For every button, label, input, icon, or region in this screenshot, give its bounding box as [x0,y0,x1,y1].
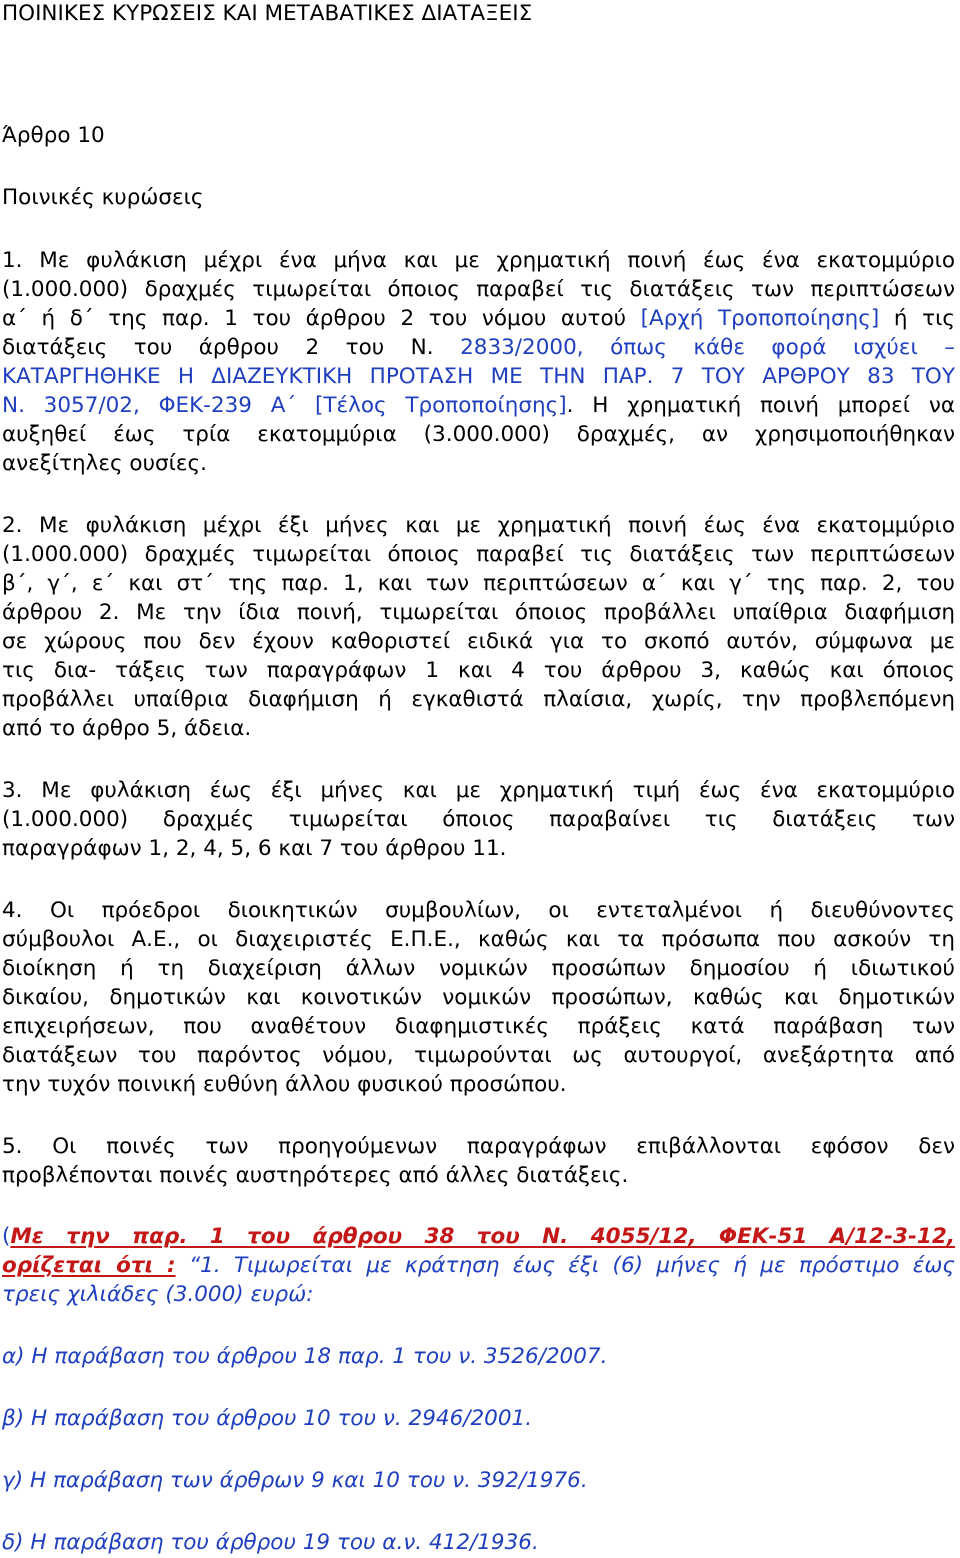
amended-text-fragment: 2833/2000, όπως κάθε φορά ισχύει – [460,335,955,360]
amendment-notice: ΚΑΤΑΡΓΗΘΗΚΕ Η ΔΙΑΖΕΥΚΤΙΚΗ ΠΡΟΤΑΣΗ ΜΕ ΤΗΝ ΠΑΡ. 7 ΤΟΥ ΑΡΘΡΟΥ 83 ΤΟΥ [2,364,955,389]
note-law-reference: Με την παρ. 1 του άρθρου 38 του Ν. 4055/12, ΦΕΚ-51 Α/12-3-12, [10,1224,955,1249]
para1-line4-text: διατάξεις του άρθρου 2 του Ν. [2,335,461,360]
para5-line1: 5. Οι ποινές των προηγούμενων παραγράφων επιβάλλονται εφόσον δεν [2,1134,955,1159]
para1-line4 [2,334,955,362]
amendment-end-marker: Ν. 3057/02, ΦΕΚ-239 Α΄ [Τέλος Τροποποίησης] [2,393,567,418]
para2-line2: (1.000.000) δραχμές τιμωρείται όποιος παραβεί τις διατάξεις των περιπτώσεων [2,542,955,567]
para4-line5: επιχειρήσεων, που αναθέτουν διαφημιστικές πράξεις κατά παράβαση των [2,1014,955,1039]
para2-line4: άρθρου 2. Με την ίδια ποινή, τιμωρείται όποιος προβάλλει υπαίθρια διαφήμιση [2,600,955,625]
para3-line2: (1.000.000) δραχμές τιμωρείται όποιος παραβαίνει τις διατάξεις των [2,807,955,832]
para1-line3 [2,305,955,333]
para1-line2: (1.000.000) δραχμές τιμωρείται όποιος παραβεί τις διατάξεις των περιπτώσεων [2,277,955,302]
para1-line6 [2,392,955,420]
para1-line8: ανεξίτηλες ουσίες. [2,451,208,476]
para3-line1: 3. Με φυλάκιση έως έξι μήνες και με χρηματική τιμή έως ένα εκατομμύριο [2,778,955,803]
note-item-c: γ) Η παράβαση των άρθρων 9 και 10 του ν. 392/1976. [2,1468,588,1493]
para4-line6: διατάξεων του παρόντος νόμου, τιμωρούνται ως αυτουργοί, ανεξάρτητα από [2,1043,955,1068]
para1-line3-end: ή τις [879,306,955,331]
para3-line3: παραγράφων 1, 2, 4, 5, 6 και 7 του άρθρου 11. [2,836,507,861]
para2-line1: 2. Με φυλάκιση μέχρι έξι μήνες και με χρηματική ποινή έως ένα εκατομμύριο [2,513,955,538]
article-title: Ποινικές κυρώσεις [2,185,204,210]
para4-line4: δικαίου, δημοτικών και κοινοτικών νομικών προσώπων, καθώς και δημοτικών [2,985,955,1010]
para1-line6-text: . Η χρηματική ποινή μπορεί να [566,393,955,418]
note-quote-start: “1. Τιμωρείται με κράτηση έως έξι (6) μήνες ή με πρόστιμο έως [175,1253,955,1278]
note-item-a: α) Η παράβαση του άρθρου 18 παρ. 1 του ν. 3526/2007. [2,1344,608,1369]
note-line3: τρεις χιλιάδες (3.000) ευρώ: [2,1282,314,1307]
note-item-b: β) Η παράβαση του άρθρου 10 του ν. 2946/2001. [2,1406,533,1431]
para4-line1: 4. Οι πρόεδροι διοικητικών συμβουλίων, οι εντεταλμένοι ή διευθύνοντες [2,898,955,923]
para1-line3-text: α΄ ή δ΄ της παρ. 1 του άρθρου 2 του νόμου αυτού [2,306,641,331]
para2-line7: προβάλλει υπαίθρια διαφήμιση ή εγκαθιστά πλαίσια, χωρίς, την προβλεπόμενη [2,687,955,712]
para2-line3: β΄, γ΄, ε΄ και στ΄ της παρ. 1, και των περιπτώσεων α΄ και γ΄ της παρ. 2, του [2,571,955,596]
document-heading: ΠΟΙΝΙΚΕΣ ΚΥΡΩΣΕΙΣ ΚΑΙ ΜΕΤΑΒΑΤΙΚΕΣ ΔΙΑΤΑΞΕΙΣ [2,1,533,26]
para2-line8: από το άρθρο 5, άδεια. [2,716,252,741]
para4-line3: διοίκηση ή τη διαχείριση άλλων νομικών προσώπων δημοσίου ή ιδιωτικού [2,956,955,981]
para4-line7: την τυχόν ποινική ευθύνη άλλου φυσικού προσώπου. [2,1072,567,1097]
note-item-d: δ) Η παράβαση του άρθρου 19 του α.ν. 412/1936. [2,1530,539,1555]
article-number: Άρθρο 10 [2,123,105,148]
para2-line5: σε χώρους που δεν έχουν καθοριστεί ειδικά για το σκοπό αυτόν, σύμφωνα με [2,629,955,654]
note-line1 [2,1223,955,1251]
note-open-paren: ( [2,1224,11,1249]
note-line2 [2,1252,955,1280]
para2-line6: τις δια- τάξεις των παραγράφων 1 και 4 του άρθρου 3, καθώς και όποιος [2,658,955,683]
para5-line2: προβλέπονται ποινές αυστηρότερες από άλλες διατάξεις. [2,1163,629,1188]
para1-line7: αυξηθεί έως τρία εκατομμύρια (3.000.000) δραχμές, αν χρησιμοποιήθηκαν [2,422,955,447]
note-defines-label: ορίζεται ότι : [2,1253,176,1278]
amendment-start-marker: [Αρχή Τροποποίησης] [640,306,880,331]
para1-line1: 1. Με φυλάκιση μέχρι ένα μήνα και με χρηματική ποινή έως ένα εκατομμύριο [2,248,955,273]
para4-line2: σύμβουλοι Α.Ε., οι διαχειριστές Ε.Π.Ε., καθώς και τα πρόσωπα που ασκούν τη [2,927,955,952]
